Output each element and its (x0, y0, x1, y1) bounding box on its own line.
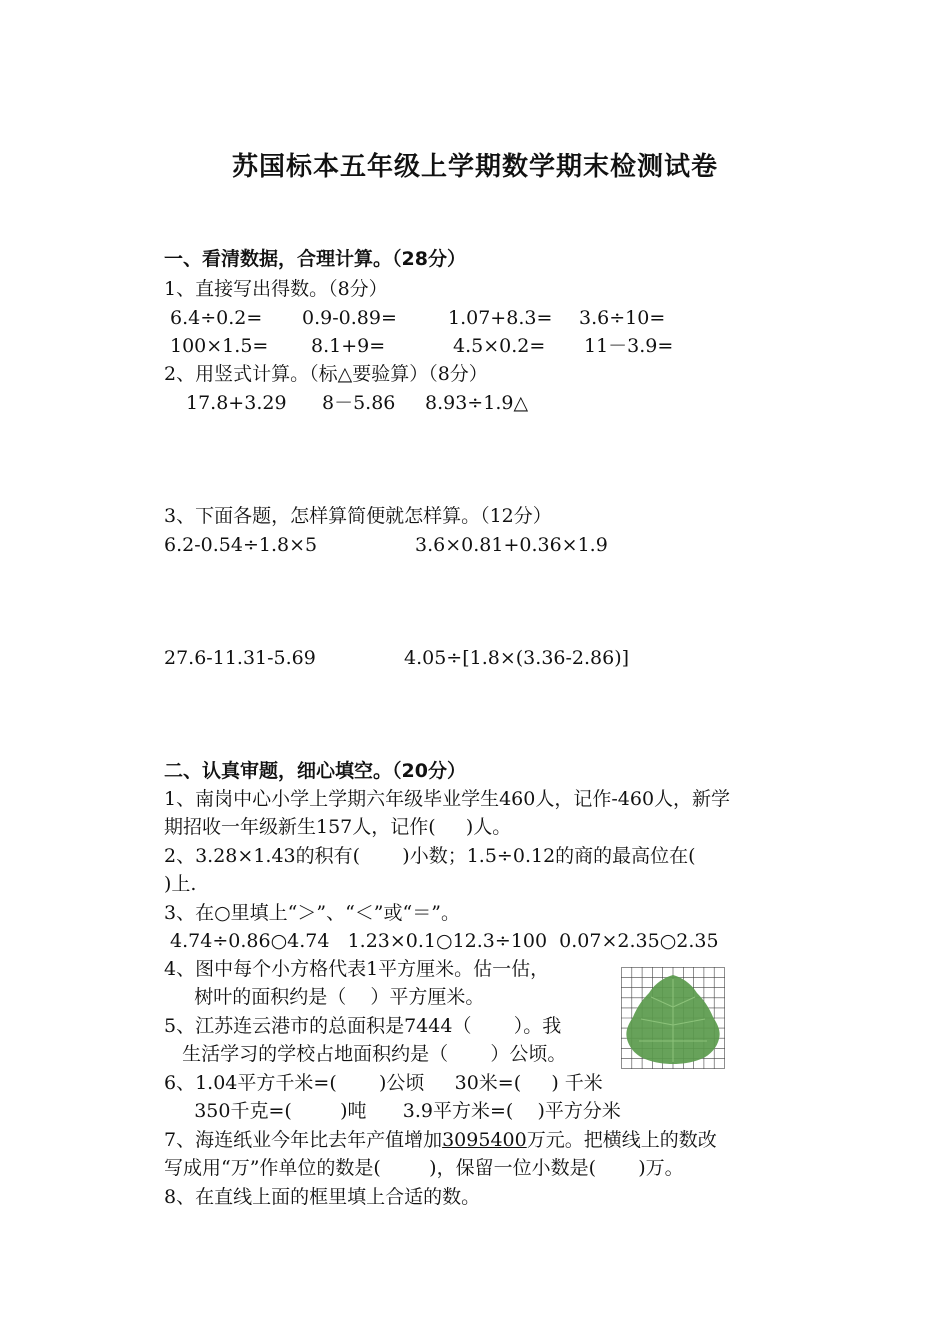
s2-q6-line1: 6、1.04平方千米=( )公顷 30米=( ) 千米 (164, 1072, 603, 1094)
s2-q8-line: 8、在直线上面的框里填上合适的数。 (164, 1186, 481, 1208)
q3-row2-item: 27.6-11.31-5.69 (164, 647, 316, 669)
q1-row2-item: 100×1.5= (170, 335, 269, 357)
q1-row1-item: 1.07+8.3= (448, 307, 553, 329)
q7-text-pre: 7、海连纸业今年比去年产值增加 (164, 1129, 443, 1151)
s2-q4-line2: 树叶的面积约是（ ）平方厘米。 (164, 986, 485, 1008)
section2-heading: 二、认真审题，细心填空。（20分） (164, 760, 466, 782)
s2-q4-line1: 4、图中每个小方格代表1平方厘米。估一估， (164, 958, 550, 980)
q2-item: 17.8+3.29 (186, 392, 287, 414)
q3-row1-item: 3.6×0.81+0.36×1.9 (415, 534, 608, 556)
s2-q7-line2: 写成用“万”作单位的数是( )，保留一位小数是( )万。 (164, 1157, 684, 1179)
s2-q3-line1: 3、在○里填上“＞”、“＜”或“＝”。 (164, 902, 460, 924)
q1-row1-item: 0.9-0.89= (302, 307, 397, 329)
s2-q3-line2: 4.74÷0.86○4.74 1.23×0.1○12.3÷100 0.07×2.35○2.35 (164, 930, 719, 952)
s2-q7-line1 (164, 1128, 717, 1152)
q1-row1-item: 3.6÷10= (579, 307, 666, 329)
q3-row1-item: 6.2-0.54÷1.8×5 (164, 534, 318, 556)
q2-item: 8.93÷1.9△ (425, 392, 529, 414)
s2-q5-line1: 5、江苏连云港市的总面积是7444（ ）。我 (164, 1015, 562, 1037)
q7-text-post: 万元。把横线上的数改 (526, 1129, 717, 1151)
leaf-grid-figure (621, 967, 725, 1069)
q2-label: 2、用竖式计算。（标△要验算）（8分） (164, 363, 488, 385)
q7-underlined-number: 3095400 (442, 1129, 527, 1151)
q3-row2-item: 4.05÷[1.8×(3.36-2.86)] (404, 647, 630, 669)
q3-label: 3、下面各题，怎样算简便就怎样算。（12分） (164, 505, 552, 527)
section1-heading: 一、看清数据，合理计算。（28分） (164, 248, 466, 270)
q1-row2-item: 11－3.9= (584, 335, 674, 357)
s2-q1-line1: 1、南岗中心小学上学期六年级毕业学生460人，记作-460人，新学 (164, 788, 731, 810)
page-title: 苏国标本五年级上学期数学期末检测试卷 (231, 152, 718, 182)
s2-q6-line2: 350千克=( )吨 3.9平方米=( )平方分米 (164, 1100, 621, 1122)
q1-row2-item: 4.5×0.2= (453, 335, 546, 357)
s2-q5-line2: 生活学习的学校占地面积约是（ ）公顷。 (164, 1043, 567, 1065)
s2-q1-line2: 期招收一年级新生157人，记作( )人。 (164, 816, 512, 838)
q1-row1-item: 6.4÷0.2= (170, 307, 263, 329)
q1-label: 1、直接写出得数。（8分） (164, 278, 388, 300)
q2-item: 8－5.86 (322, 392, 396, 414)
s2-q2-line1: 2、3.28×1.43的积有( )小数；1.5÷0.12的商的最高位在( (164, 845, 696, 867)
q1-row2-item: 8.1+9= (311, 335, 386, 357)
s2-q2-line2: )上. (164, 873, 197, 895)
